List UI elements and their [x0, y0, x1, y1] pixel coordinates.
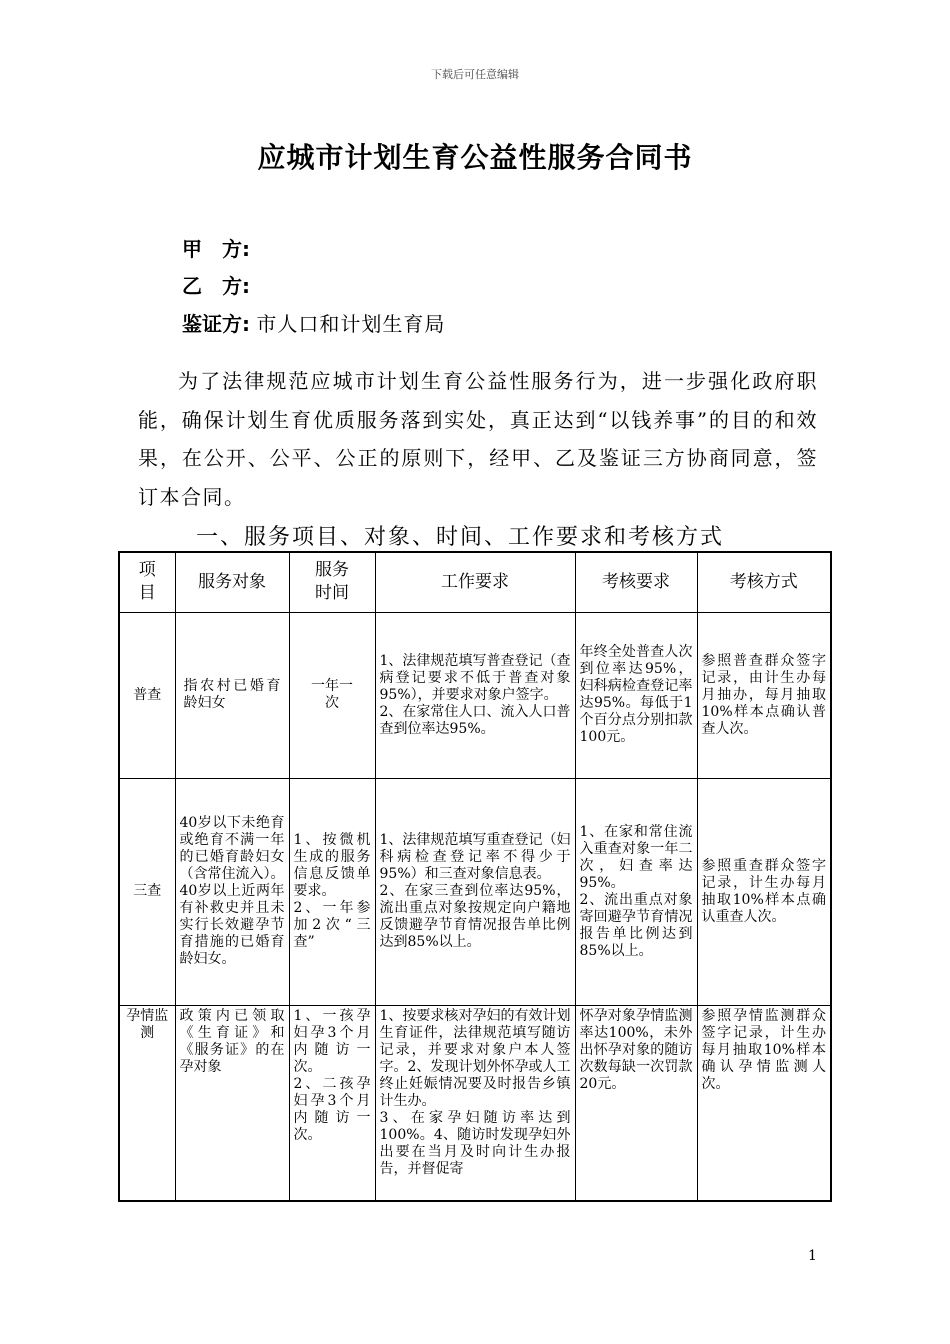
row-time: 一年一次 [289, 612, 375, 778]
witness-label: 鉴证方: [182, 312, 250, 336]
section-title: 一、服务项目、对象、时间、工作要求和考核方式 [196, 525, 725, 550]
party-b [182, 270, 250, 299]
row-item: 孕情监测 [119, 1005, 175, 1201]
row-work: 1、法律规范填写重查登记（妇科病检查登记率不得少于95%）和三查对象信息表。 2、在家三查到位率达95%，流出重点对象按规定向户籍地反馈避孕节育情况报告单比例达到85%以上。 [375, 778, 575, 1005]
witness-party [182, 308, 445, 337]
row-item: 三查 [119, 778, 175, 1005]
witness-value: 市人口和计划生育局 [256, 312, 446, 336]
party-a [182, 233, 250, 262]
header-assess-method: 考核方式 [697, 552, 831, 612]
row-assess-method: 参照普查群众签字记录，由计生办每月抽办，每月抽取10%样本点确认普查人次。 [697, 612, 831, 778]
row-target: 政策内已领取《生育证》和《服务证》的在孕对象 [175, 1005, 289, 1201]
row-assess-method: 参照孕情监测群众签字记录，计生办每月抽取10%样本确认孕情监测人次。 [697, 1005, 831, 1201]
row-assess-req: 怀孕对象孕情监测率达100%，未外出怀孕对象的随访次数每缺一次罚款20元。 [575, 1005, 697, 1201]
service-table [118, 551, 832, 1202]
page-number: 1 [808, 1248, 817, 1264]
header-note: 下载后可任意编辑 [431, 68, 519, 81]
table-row [119, 1005, 831, 1201]
row-assess-req: 年终全处普查人次到位率达95%，妇科病检查登记率达95%。每低于1个百分点分别扣款100元。 [575, 612, 697, 778]
row-work: 1、法律规范填写普查登记（查病登记要求不低于普查对象95%），并要求对象户签字。 2、在家常住人口、流入人口普查到位率达95%。 [375, 612, 575, 778]
header-work: 工作要求 [375, 552, 575, 612]
header-time: 服务时间 [289, 552, 375, 612]
header-assess-req: 考核要求 [575, 552, 697, 612]
table-row [119, 612, 831, 778]
party-b-label: 乙 方: [182, 274, 250, 298]
row-target: 40岁以下未绝育或绝育不满一年的已婚育龄妇女（含常住流入）。40岁以上近两年有补救史并且未实行长效避孕节育措施的已婚育龄妇女。 [175, 778, 289, 1005]
party-a-label: 甲 方: [182, 237, 250, 261]
header-target: 服务对象 [175, 552, 289, 612]
row-assess-method: 参照重查群众签字记录，计生办每月抽取10%样本点确认重查人次。 [697, 778, 831, 1005]
document-title: 应城市计划生育公益性服务合同书 [257, 141, 693, 174]
row-time: 1、按微机生成的服务信息反馈单要求。 2、一年参加2次“三查” [289, 778, 375, 1005]
header-item: 项目 [119, 552, 175, 612]
row-work: 1、按要求核对孕妇的有效计划生育证件，法律规范填写随访记录，并要求对象户本人签字。2、发现计划外怀孕或人工终止妊娠情况要及时报告乡镇计生办。 3、在家孕妇随访率达到100%。4、随访时发现孕妇外出要在当月及时向计生办报告，并督促寄 [375, 1005, 575, 1201]
intro-paragraph: 为了法律规范应城市计划生育公益性服务行为，进一步强化政府职能，确保计划生育优质服务落到实处，真正达到“以钱养事”的目的和效果，在公开、公平、公正的原则下，经甲、乙及鉴证三方协商同意，签订本合同。 [138, 369, 818, 509]
row-assess-req: 1、在家和常住流入重查对象一年二次，妇查率达95%。 2、流出重点对象寄回避孕节育情况报告单比例达到85%以上。 [575, 778, 697, 1005]
table-header-row [119, 552, 831, 612]
table-row [119, 778, 831, 1005]
row-time: 1、一孩孕妇孕3个月内随访一次。 2、二孩孕妇孕3个月内随访一次。 [289, 1005, 375, 1201]
row-target: 指农村已婚育龄妇女 [175, 612, 289, 778]
row-item: 普查 [119, 612, 175, 778]
